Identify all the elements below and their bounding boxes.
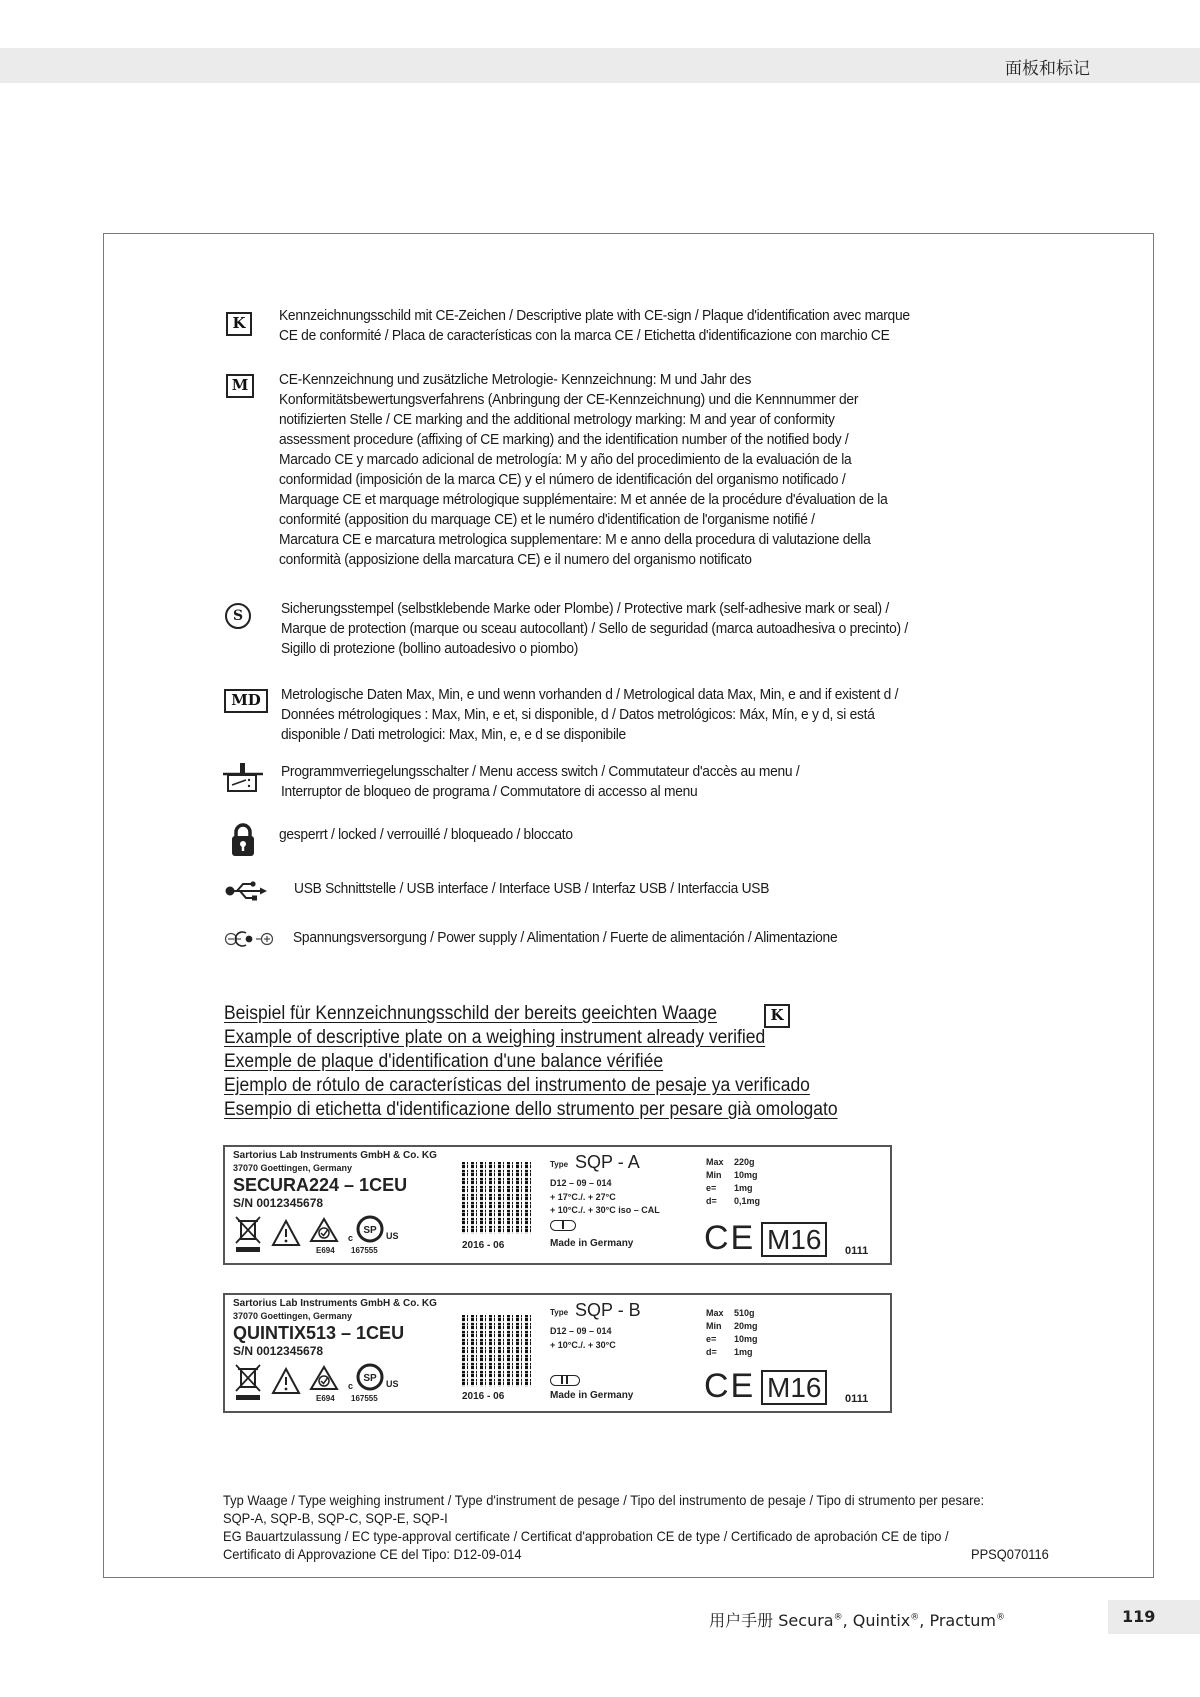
footnote-line: SQP-A, SQP-B, SQP-C, SQP-E, SQP-I: [223, 1510, 448, 1526]
legend-text-line: gesperrt / locked / verrouillé / bloqueado / bloccato: [279, 826, 573, 843]
plate-serial: S/N 0012345678: [233, 1344, 324, 1358]
descriptive-plate-quintix: [223, 1293, 892, 1413]
plate-temp-range: + 17°C./. + 27°C: [550, 1192, 616, 1202]
plate-cert: D12 – 09 – 014: [550, 1178, 612, 1188]
accuracy-class-icon: [550, 1220, 576, 1231]
plate-type: SQP - B: [575, 1300, 641, 1320]
manual-label: 用户手册: [709, 1611, 774, 1630]
legend-text-line: Sicherungsstempel (selbstklebende Marke oder Plombe) / Protective mark (self-adhesive mark or seal) /: [281, 600, 889, 617]
type-prefix: Type: [550, 1308, 569, 1317]
plate-type: SQP - A: [575, 1152, 640, 1172]
plate-address: 37070 Goettingen, Germany: [233, 1163, 353, 1173]
legend-text-line: Programmverriegelungsschalter / Menu access switch / Commutateur d'accès au menu /: [281, 763, 800, 780]
legend-text-line: USB Schnittstelle / USB interface / Interface USB / Interfaz USB / Interfaccia USB: [294, 880, 770, 897]
plate-date: 2016 - 06: [462, 1391, 505, 1402]
legend-text-line: Metrologische Daten Max, Min, e und wenn vorhanden d / Metrological data Max, Min, e and if existent d /: [281, 686, 899, 703]
plate-mark-code: E694: [316, 1246, 335, 1255]
plate-date: 2016 - 06: [462, 1240, 505, 1251]
legend-text-line: notifizierten Stelle / CE marking and the additional metrology marking: M and year of conformity: [279, 411, 835, 428]
legend-text-line: CE-Kennzeichnung und zusätzliche Metrologie- Kennzeichnung: M und Jahr des: [279, 371, 752, 388]
legend-text-line: Données métrologiques : Max, Min, e et, si disponible, d / Datos metrológicos: Máx, Mín, e y d, si está: [281, 706, 875, 723]
ce-mark: CE: [704, 1367, 756, 1405]
spec-min: Min 20mg: [706, 1321, 758, 1331]
csa-c-label: c: [348, 1381, 354, 1391]
legend-text-line: Konformitätsbewertungsverfahrens (Anbringung der CE-Kennzeichnung) und die Kennnummer der: [279, 391, 859, 408]
example-line-en: Example of descriptive plate on a weighing instrument already verified: [224, 1027, 766, 1048]
product-name: Quintix: [852, 1611, 911, 1630]
csa-us-label: US: [386, 1231, 399, 1241]
weee-bin-icon: [233, 1215, 263, 1260]
lock-icon: [231, 823, 255, 862]
S-circle-icon: S: [225, 603, 251, 629]
product-name: Practum: [929, 1611, 996, 1630]
spec-d: d= 0,1mg: [706, 1196, 761, 1206]
legend-text-line: conformidad (imposición de la marca CE) y el número de identificación del organismo notificado /: [279, 471, 846, 488]
legend-text-line: conformité (apposition du marquage CE) et le numéro d'identification de l'organisme notifié /: [279, 511, 815, 528]
descriptive-plate-secura: [223, 1145, 892, 1265]
svg-text:SP: SP: [363, 1225, 377, 1236]
plate-mark-code: 167555: [351, 1246, 378, 1255]
warning-triangle-icon: [271, 1219, 301, 1252]
legend-text-line: Spannungsversorgung / Power supply / Alimentation / Fuerte de alimentación / Alimentazione: [293, 929, 838, 946]
plate-serial: S/N 0012345678: [233, 1196, 324, 1210]
csa-mark-icon: [356, 1215, 384, 1248]
ce-mark: CE: [704, 1219, 756, 1257]
section-title: 面板和标记: [1005, 59, 1090, 79]
legend-text-line: Marcado CE y marcado adicional de metrología: M y año del procedimiento de la evaluación de la: [279, 451, 852, 468]
plate-cert: D12 – 09 – 014: [550, 1326, 612, 1336]
weee-bin-icon: [233, 1363, 263, 1408]
spec-d: d= 1mg: [706, 1347, 753, 1357]
K-box-icon: K: [764, 1004, 790, 1028]
csa-mark-icon: [356, 1363, 384, 1396]
accuracy-class-icon: [550, 1375, 580, 1386]
csa-us-label: US: [386, 1379, 399, 1389]
page-number: 119: [1122, 1607, 1156, 1626]
spec-min: Min 10mg: [706, 1170, 758, 1180]
type-prefix: Type: [550, 1160, 569, 1169]
header-bar: [0, 48, 1200, 83]
registered-mark: ®: [910, 1612, 920, 1623]
legend-text-line: Marque de protection (marque ou sceau autocollant) / Sello de seguridad (marca autoadhesiva o precinto) /: [281, 620, 908, 637]
plate-company: Sartorius Lab Instruments GmbH & Co. KG: [233, 1298, 437, 1309]
MD-box-icon: MD: [224, 689, 268, 713]
footnote-line: EG Bauartzulassung / EC type-approval certificate / Certificat d'approbation CE de type / Certificado de aprobación CE de tipo /: [223, 1528, 949, 1544]
plate-made-in: Made in Germany: [550, 1390, 634, 1401]
plate-made-in: Made in Germany: [550, 1238, 634, 1249]
spec-max: Max 510g: [706, 1308, 755, 1318]
footnote-line: Typ Waage / Type weighing instrument / Type d'instrument de pesage / Tipo del instrumento de pesaje / Tipo di strumento per pesare:: [223, 1492, 985, 1508]
content-frame: [103, 233, 1154, 1578]
example-line-it: Esempio di etichetta d'identificazione dello strumento per pesare già omologato: [224, 1099, 838, 1120]
spec-max: Max 220g: [706, 1157, 755, 1167]
page-number-box: [1108, 1600, 1200, 1634]
legend-text-line: Interruptor de bloqueo de programa / Commutatore di accesso al menu: [281, 783, 698, 800]
datamatrix-code: [462, 1315, 534, 1387]
registered-mark: ®: [996, 1612, 1005, 1623]
example-line-es: Ejemplo de rótulo de características del instrumento de pesaje ya verificado: [224, 1075, 810, 1096]
plate-temp-range: + 10°C./. + 30°C: [550, 1340, 616, 1350]
notified-body-number: 0111: [845, 1245, 869, 1257]
legend-text-line: Marquage CE et marquage métrologique supplémentaire: M et année de la procédure d'évaluation de la: [279, 491, 888, 508]
legend-text-line: CE de conformité / Placa de características con la marca CE / Etichetta d'identificazione con marchio CE: [279, 327, 890, 344]
spec-e: e= 10mg: [706, 1334, 758, 1344]
M-box-icon: M: [226, 374, 254, 398]
spec-e: e= 1mg: [706, 1183, 753, 1193]
metrology-mark: M16: [761, 1370, 827, 1405]
product-name: Secura: [778, 1611, 834, 1630]
manual-footer: 用户手册 Secura®, Quintix®, Practum®: [709, 1611, 1005, 1630]
legend-text-line: Sigillo di protezione (bollino autoadesivo o piombo): [281, 640, 579, 657]
plate-temp-range: + 10°C./. + 30°C iso – CAL: [550, 1205, 660, 1215]
K-box-icon: K: [226, 312, 252, 336]
plate-model: SECURA224 – 1CEU: [233, 1175, 408, 1195]
menu-access-switch-icon: [222, 762, 264, 803]
warning-triangle-icon: [271, 1367, 301, 1400]
legend-text-line: Kennzeichnungsschild mit CE-Zeichen / Descriptive plate with CE-sign / Plaque d'identification avec marque: [279, 307, 910, 324]
legend-text-line: Marcatura CE e marcatura metrologica supplementare: M e anno della procedura di valutazione della: [279, 531, 871, 548]
footnote-line: Certificato di Approvazione CE del Tipo: D12-09-014: [223, 1546, 522, 1562]
plate-address: 37070 Goettingen, Germany: [233, 1311, 353, 1321]
plate-mark-code: E694: [316, 1394, 335, 1403]
legend-text-line: assessment procedure (affixing of CE marking) and the identification number of the notified body /: [279, 431, 849, 448]
power-supply-polarity-icon: [224, 930, 274, 953]
plate-company: Sartorius Lab Instruments GmbH & Co. KG: [233, 1150, 437, 1161]
plate-specs: [706, 1307, 758, 1359]
example-line-de: Beispiel für Kennzeichnungsschild der bereits geeichten Waage: [224, 1003, 717, 1024]
datamatrix-code: [462, 1162, 534, 1234]
plate-specs: [706, 1156, 760, 1208]
document-code: PPSQ070116: [971, 1546, 1049, 1562]
rcm-mark-icon: [309, 1217, 339, 1248]
csa-c-label: c: [348, 1233, 354, 1243]
legend-text-line: conformità (apposizione della marcatura CE) e il numero del organismo notificato: [279, 551, 752, 568]
rcm-mark-icon: [309, 1365, 339, 1396]
usb-icon: [225, 881, 267, 906]
legend-text-line: disponible / Dati metrologici: Max, Min, e, e d se disponibile: [281, 726, 626, 743]
example-line-fr: Exemple de plaque d'identification d'une balance vérifiée: [224, 1051, 664, 1072]
registered-mark: ®: [833, 1612, 843, 1623]
metrology-mark: M16: [761, 1222, 827, 1257]
notified-body-number: 0111: [845, 1393, 869, 1405]
plate-model: QUINTIX513 – 1CEU: [233, 1323, 405, 1343]
plate-mark-code: 167555: [351, 1394, 378, 1403]
svg-text:SP: SP: [363, 1373, 377, 1384]
